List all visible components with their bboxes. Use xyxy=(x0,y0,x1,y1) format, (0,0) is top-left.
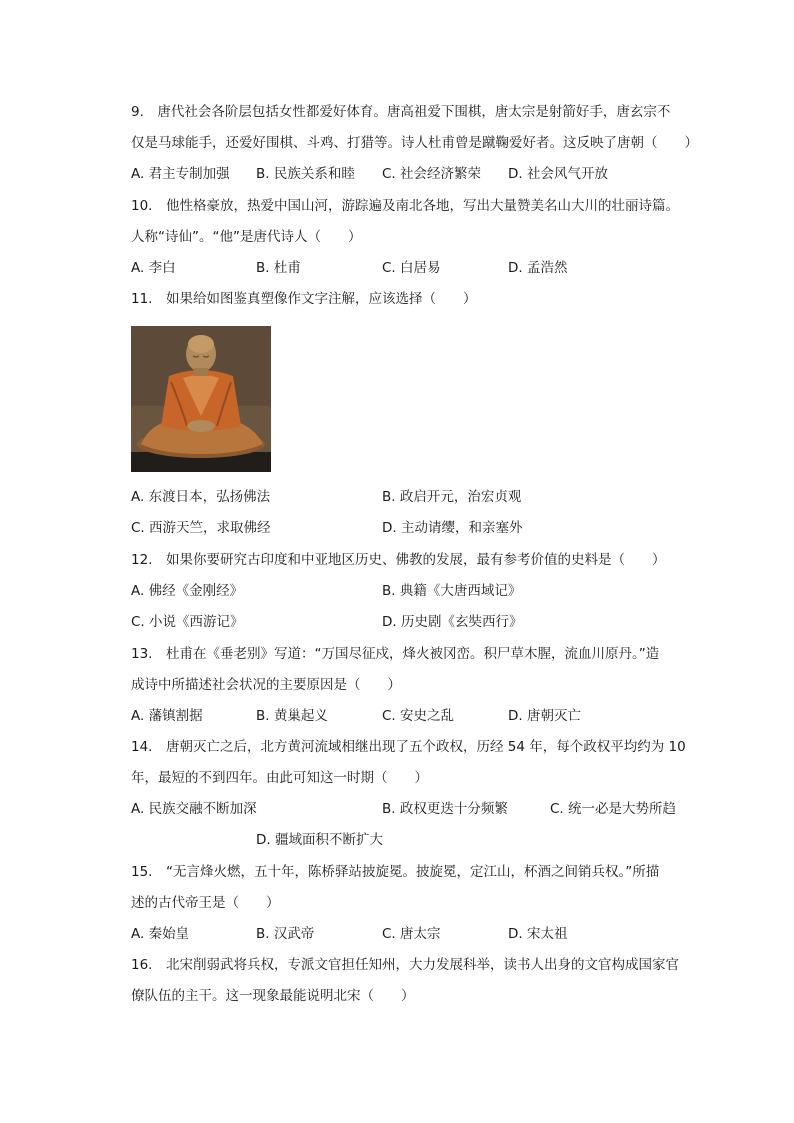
question-9-text-line-1: 9. 唐代社会各阶层包括女性都爱好体育。唐高祖爱下围棋，唐太宗是射箭好手，唐玄宗不 xyxy=(131,104,671,120)
question-11-option-b[interactable]: B. 政启开元，治宏贞观 xyxy=(382,489,522,505)
question-9-option-d[interactable]: D. 社会风气开放 xyxy=(508,166,608,182)
question-13-text-line-2: 成诗中所描述社会状况的主要原因是（ ） xyxy=(131,677,401,693)
question-14-option-c[interactable]: C. 统一必是大势所趋 xyxy=(550,801,677,817)
question-9-option-c[interactable]: C. 社会经济繁荣 xyxy=(382,166,482,182)
question-15-option-d[interactable]: D. 宋太祖 xyxy=(508,926,568,942)
question-9-option-b[interactable]: B. 民族关系和睦 xyxy=(256,166,355,182)
question-13-option-b[interactable]: B. 黄巢起义 xyxy=(256,708,328,724)
question-10-text-line-1: 10. 他性格豪放，热爱中国山河，游踪遍及南北各地，写出大量赞美名山大川的壮丽诗篇。 xyxy=(131,198,679,214)
question-12-option-b[interactable]: B. 典籍《大唐西域记》 xyxy=(382,583,522,599)
question-11-text-line-1: 11. 如果给如图鉴真塑像作文字注解，应该选择（ ） xyxy=(131,291,477,307)
question-13-option-a[interactable]: A. 藩镇割据 xyxy=(131,708,203,724)
question-12-option-c[interactable]: C. 小说《西游记》 xyxy=(131,614,244,630)
question-11-option-c[interactable]: C. 西游天竺，求取佛经 xyxy=(131,520,271,536)
question-12-option-a[interactable]: A. 佛经《金刚经》 xyxy=(131,583,244,599)
question-10-option-c[interactable]: C. 白居易 xyxy=(382,260,441,276)
question-14-option-d[interactable]: D. 疆域面积不断扩大 xyxy=(256,832,383,848)
question-11-option-a[interactable]: A. 东渡日本，弘扬佛法 xyxy=(131,489,271,505)
jianzhen-statue-image xyxy=(131,326,271,472)
question-14-option-b[interactable]: B. 政权更迭十分频繁 xyxy=(382,801,508,817)
question-12-text-line-1: 12. 如果你要研究古印度和中亚地区历史、佛教的发展，最有参考价值的史料是（ ） xyxy=(131,552,666,568)
question-15-text-line-2: 述的古代帝王是（ ） xyxy=(131,895,280,911)
question-14-text-line-2: 年，最短的不到四年。由此可知这一时期（ ） xyxy=(131,770,428,786)
question-9-option-a[interactable]: A. 君主专制加强 xyxy=(131,166,230,182)
question-9-text-line-2: 仅是马球能手，还爱好围棋、斗鸡、打猎等。诗人杜甫曾是蹴鞠爱好者。这反映了唐朝（ ） xyxy=(131,135,698,151)
statue-illustration xyxy=(131,326,271,472)
question-16-text-line-1: 16. 北宋削弱武将兵权，专派文官担任知州，大力发展科举，读书人出身的文官构成国家官 xyxy=(131,957,679,973)
question-14-text-line-1: 14. 唐朝灭亡之后，北方黄河流域相继出现了五个政权，历经 54 年，每个政权平均约为 10 xyxy=(131,739,686,755)
question-15-option-a[interactable]: A. 秦始皇 xyxy=(131,926,190,942)
question-10-option-a[interactable]: A. 李白 xyxy=(131,260,176,276)
question-15-option-b[interactable]: B. 汉武帝 xyxy=(256,926,315,942)
question-16-text-line-2: 僚队伍的主干。这一现象最能说明北宋（ ） xyxy=(131,988,415,1004)
question-10-option-d[interactable]: D. 孟浩然 xyxy=(508,260,568,276)
question-13-option-c[interactable]: C. 安史之乱 xyxy=(382,708,455,724)
question-15-option-c[interactable]: C. 唐太宗 xyxy=(382,926,441,942)
question-11-option-d[interactable]: D. 主动请缨，和亲塞外 xyxy=(382,520,523,536)
question-13-option-d[interactable]: D. 唐朝灭亡 xyxy=(508,708,581,724)
question-10-option-b[interactable]: B. 杜甫 xyxy=(256,260,301,276)
question-13-text-line-1: 13. 杜甫在《垂老别》写道：“万国尽征戍，烽火被冈峦。积尸草木腥，流血川原丹。”造 xyxy=(131,646,660,662)
question-10-text-line-2: 人称“诗仙”。“他”是唐代诗人（ ） xyxy=(131,229,362,245)
question-12-option-d[interactable]: D. 历史剧《玄奘西行》 xyxy=(382,614,523,630)
question-14-option-a[interactable]: A. 民族交融不断加深 xyxy=(131,801,257,817)
question-15-text-line-1: 15. “无言烽火燃，五十年，陈桥驿站披旋冕。披旋冕，定江山，杯酒之间销兵权。”所描 xyxy=(131,864,660,880)
